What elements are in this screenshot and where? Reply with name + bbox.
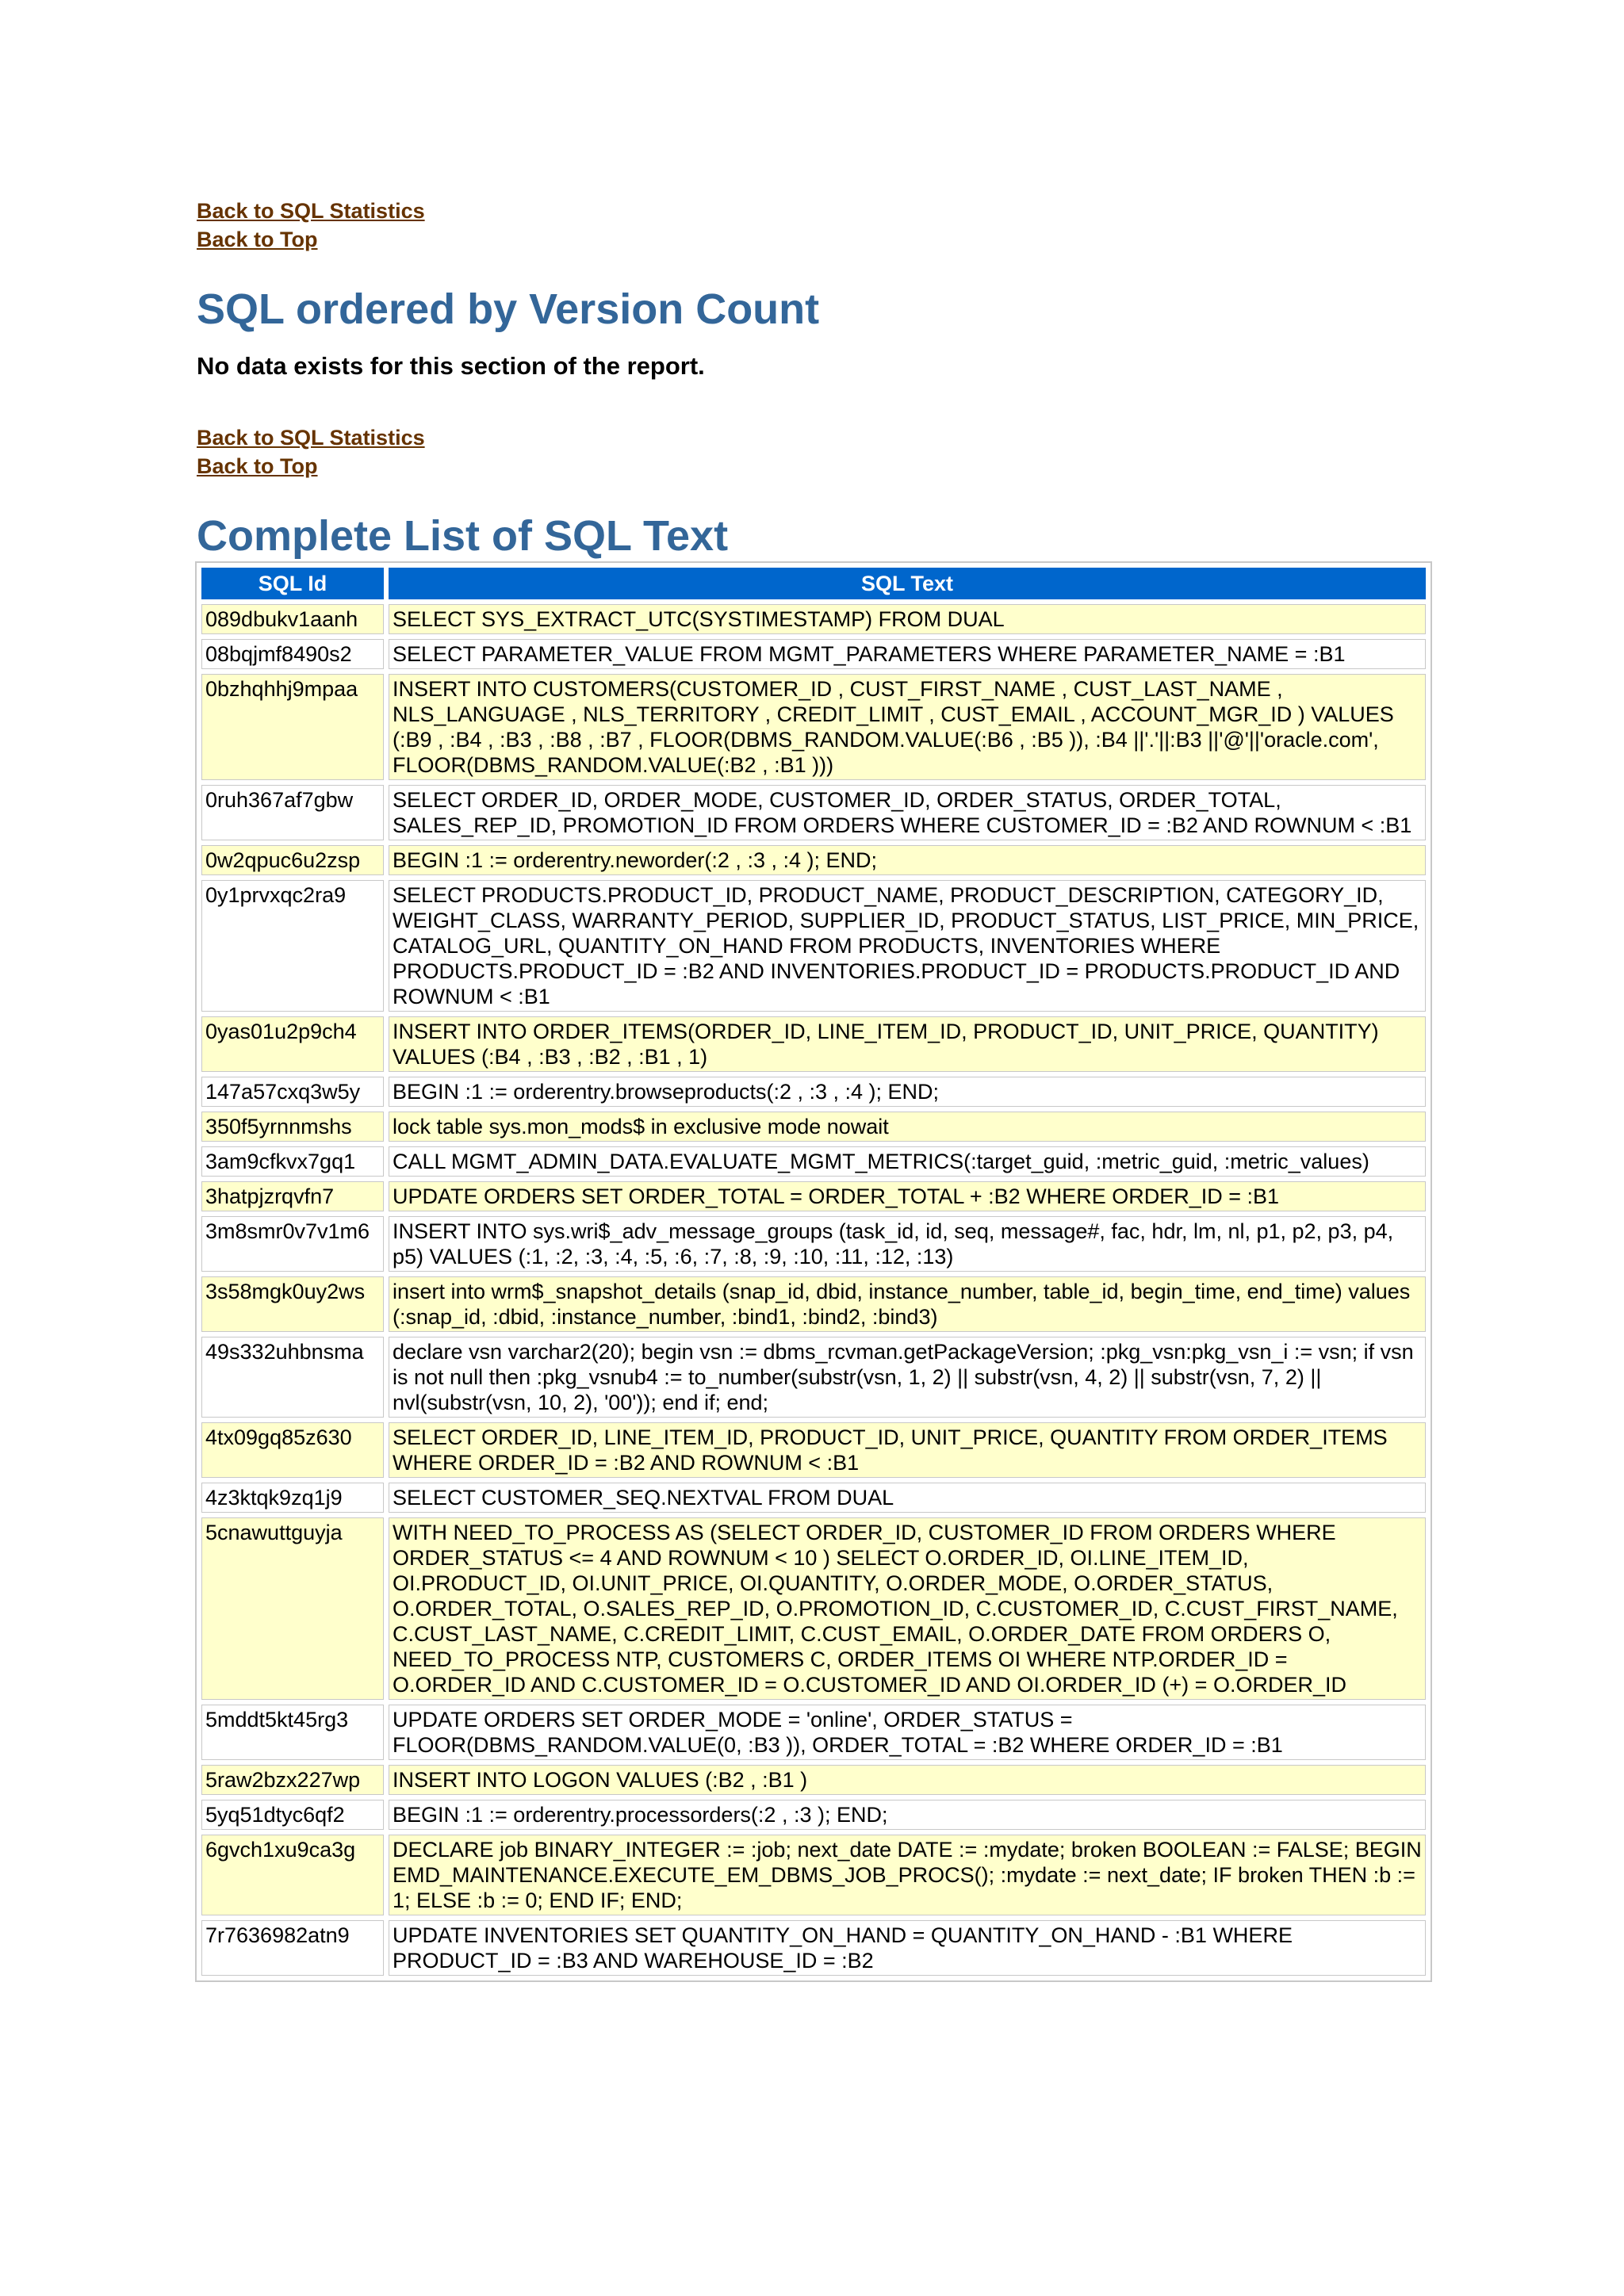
back-to-top-link[interactable]: Back to Top bbox=[197, 454, 318, 478]
sql-text-cell: INSERT INTO LOGON VALUES (:B2 , :B1 ) bbox=[389, 1765, 1426, 1795]
sql-id-cell: 08bqjmf8490s2 bbox=[201, 639, 384, 669]
sql-id-cell: 147a57cxq3w5y bbox=[201, 1077, 384, 1107]
sql-text-cell: declare vsn varchar2(20); begin vsn := dbms_rcvman.getPackageVersion; :pkg_vsn:pkg_vsn_i := vsn; if vsn is not null then :pkg_vsnub4 := to_number(substr(vsn, 1, 2) || substr(vsn, 4, 2) || substr(vsn, 7, 2) || nvl(substr(vsn, 10, 2), '00')); end if; end; bbox=[389, 1337, 1426, 1418]
sql-id-cell: 0y1prvxqc2ra9 bbox=[201, 880, 384, 1012]
sql-id-cell: 4z3ktqk9zq1j9 bbox=[201, 1483, 384, 1513]
back-to-sql-statistics-link[interactable]: Back to SQL Statistics bbox=[197, 426, 425, 450]
table-row bbox=[201, 1216, 1426, 1272]
sql-text-table bbox=[195, 561, 1432, 1982]
sql-id-cell: 3s58mgk0uy2ws bbox=[201, 1276, 384, 1332]
sql-id-cell: 089dbukv1aanh bbox=[201, 604, 384, 634]
sql-id-cell: 3m8smr0v7v1m6 bbox=[201, 1216, 384, 1272]
sql-rows bbox=[201, 604, 1426, 1976]
sql-text-cell: UPDATE ORDERS SET ORDER_TOTAL = ORDER_TOTAL + :B2 WHERE ORDER_ID = :B1 bbox=[389, 1181, 1426, 1211]
table-row bbox=[201, 1181, 1426, 1211]
sql-text-cell: BEGIN :1 := orderentry.neworder(:2 , :3 , :4 ); END; bbox=[389, 845, 1426, 875]
sql-id-cell: 5raw2bzx227wp bbox=[201, 1765, 384, 1795]
table-row bbox=[201, 674, 1426, 780]
table-row bbox=[201, 639, 1426, 669]
sql-text-cell: INSERT INTO CUSTOMERS(CUSTOMER_ID , CUST_FIRST_NAME , CUST_LAST_NAME , NLS_LANGUAGE , NLS_TERRITORY , CREDIT_LIMIT , CUST_EMAIL , ACCOUNT_MGR_ID ) VALUES (:B9 , :B4 , :B3 , :B8 , :B7 , FLOOR(DBMS_RANDOM.VALUE(:B6 , :B5 )), :B4 ||'.'||:B3 ||'@'||'oracle.com', FLOOR(DBMS_RANDOM.VALUE(:B2 , :B1 ))) bbox=[389, 674, 1426, 780]
table-row bbox=[201, 1835, 1426, 1915]
sql-text-cell: DECLARE job BINARY_INTEGER := :job; next_date DATE := :mydate; broken BOOLEAN := FALSE; BEGIN EMD_MAINTENANCE.EXECUTE_EM_DBMS_JOB_PROCS(); :mydate := next_date; IF broken THEN :b := 1; ELSE :b := 0; END IF; END; bbox=[389, 1835, 1426, 1915]
table-row bbox=[201, 1705, 1426, 1760]
sql-text-cell: CALL MGMT_ADMIN_DATA.EVALUATE_MGMT_METRICS(:target_guid, :metric_guid, :metric_values) bbox=[389, 1146, 1426, 1177]
column-header-sql-id: SQL Id bbox=[201, 568, 384, 599]
table-row bbox=[201, 1765, 1426, 1795]
table-row bbox=[201, 1422, 1426, 1478]
mid-nav-links bbox=[197, 423, 1434, 480]
sql-id-cell: 4tx09gq85z630 bbox=[201, 1422, 384, 1478]
sql-id-cell: 0ruh367af7gbw bbox=[201, 785, 384, 840]
table-row bbox=[201, 785, 1426, 840]
table-row bbox=[201, 1517, 1426, 1700]
sql-id-cell: 5cnawuttguyja bbox=[201, 1517, 384, 1700]
sql-id-cell: 3am9cfkvx7gq1 bbox=[201, 1146, 384, 1177]
sql-text-cell: BEGIN :1 := orderentry.processorders(:2 , :3 ); END; bbox=[389, 1800, 1426, 1830]
table-row bbox=[201, 1276, 1426, 1332]
sql-text-cell: SELECT ORDER_ID, ORDER_MODE, CUSTOMER_ID, ORDER_STATUS, ORDER_TOTAL, SALES_REP_ID, PROMOTION_ID FROM ORDERS WHERE CUSTOMER_ID = :B2 AND ROWNUM < :B1 bbox=[389, 785, 1426, 840]
table-header-row bbox=[201, 568, 1426, 599]
complete-list-title: Complete List of SQL Text bbox=[197, 512, 729, 560]
table-row bbox=[201, 1112, 1426, 1142]
sql-text-cell: BEGIN :1 := orderentry.browseproducts(:2 , :3 , :4 ); END; bbox=[389, 1077, 1426, 1107]
column-header-sql-text: SQL Text bbox=[389, 568, 1426, 599]
sql-text-cell: SELECT CUSTOMER_SEQ.NEXTVAL FROM DUAL bbox=[389, 1483, 1426, 1513]
table-row bbox=[201, 1920, 1426, 1976]
sql-text-cell: UPDATE ORDERS SET ORDER_MODE = 'online', ORDER_STATUS = FLOOR(DBMS_RANDOM.VALUE(0, :B3 )), ORDER_TOTAL = :B2 WHERE ORDER_ID = :B1 bbox=[389, 1705, 1426, 1760]
sql-id-cell: 6gvch1xu9ca3g bbox=[201, 1835, 384, 1915]
sql-text-cell: SELECT SYS_EXTRACT_UTC(SYSTIMESTAMP) FROM DUAL bbox=[389, 604, 1426, 634]
top-nav-links bbox=[197, 197, 1434, 254]
sql-id-cell: 49s332uhbnsma bbox=[201, 1337, 384, 1418]
back-to-top-link[interactable]: Back to Top bbox=[197, 228, 318, 251]
no-data-message: No data exists for this section of the report. bbox=[197, 352, 705, 380]
table-row bbox=[201, 1146, 1426, 1177]
sql-id-cell: 0yas01u2p9ch4 bbox=[201, 1016, 384, 1072]
sql-id-cell: 3hatpjzrqvfn7 bbox=[201, 1181, 384, 1211]
table-row bbox=[201, 880, 1426, 1012]
sql-text-cell: SELECT PARAMETER_VALUE FROM MGMT_PARAMETERS WHERE PARAMETER_NAME = :B1 bbox=[389, 639, 1426, 669]
sql-text-cell: WITH NEED_TO_PROCESS AS (SELECT ORDER_ID, CUSTOMER_ID FROM ORDERS WHERE ORDER_STATUS <= 4 AND ROWNUM < 10 ) SELECT O.ORDER_ID, OI.LINE_ITEM_ID, OI.PRODUCT_ID, OI.UNIT_PRICE, OI.QUANTITY, O.ORDER_MODE, O.ORDER_STATUS, O.ORDER_TOTAL, O.SALES_REP_ID, O.PROMOTION_ID, C.CUSTOMER_ID, C.CUST_FIRST_NAME, C.CUST_LAST_NAME, C.CREDIT_LIMIT, C.CUST_EMAIL, O.ORDER_DATE FROM ORDERS O, NEED_TO_PROCESS NTP, CUSTOMERS C, ORDER_ITEMS OI WHERE NTP.ORDER_ID = O.ORDER_ID AND C.CUSTOMER_ID = O.CUSTOMER_ID AND OI.ORDER_ID (+) = O.ORDER_ID bbox=[389, 1517, 1426, 1700]
sql-text-cell: INSERT INTO sys.wri$_adv_message_groups (task_id, id, seq, message#, fac, hdr, lm, nl, p1, p2, p3, p4, p5) VALUES (:1, :2, :3, :4, :5, :6, :7, :8, :9, :10, :11, :12, :13) bbox=[389, 1216, 1426, 1272]
sql-id-cell: 0w2qpuc6u2zsp bbox=[201, 845, 384, 875]
back-to-sql-statistics-link[interactable]: Back to SQL Statistics bbox=[197, 199, 425, 223]
sql-text-cell: INSERT INTO ORDER_ITEMS(ORDER_ID, LINE_ITEM_ID, PRODUCT_ID, UNIT_PRICE, QUANTITY) VALUES (:B4 , :B3 , :B2 , :B1 , 1) bbox=[389, 1016, 1426, 1072]
table-row bbox=[201, 1337, 1426, 1418]
sql-id-cell: 7r7636982atn9 bbox=[201, 1920, 384, 1976]
sql-id-cell: 5mddt5kt45rg3 bbox=[201, 1705, 384, 1760]
table-row bbox=[201, 1016, 1426, 1072]
table-row bbox=[201, 1483, 1426, 1513]
table-row bbox=[201, 1077, 1426, 1107]
sql-text-cell: SELECT ORDER_ID, LINE_ITEM_ID, PRODUCT_ID, UNIT_PRICE, QUANTITY FROM ORDER_ITEMS WHERE ORDER_ID = :B2 AND ROWNUM < :B1 bbox=[389, 1422, 1426, 1478]
table-row bbox=[201, 1800, 1426, 1830]
sql-text-cell: SELECT PRODUCTS.PRODUCT_ID, PRODUCT_NAME, PRODUCT_DESCRIPTION, CATEGORY_ID, WEIGHT_CLASS, WARRANTY_PERIOD, SUPPLIER_ID, PRODUCT_STATUS, LIST_PRICE, MIN_PRICE, CATALOG_URL, QUANTITY_ON_HAND FROM PRODUCTS, INVENTORIES WHERE PRODUCTS.PRODUCT_ID = :B2 AND INVENTORIES.PRODUCT_ID = PRODUCTS.PRODUCT_ID AND ROWNUM < :B1 bbox=[389, 880, 1426, 1012]
sql-text-cell: lock table sys.mon_mods$ in exclusive mode nowait bbox=[389, 1112, 1426, 1142]
sql-id-cell: 5yq51dtyc6qf2 bbox=[201, 1800, 384, 1830]
sql-text-cell: insert into wrm$_snapshot_details (snap_id, dbid, instance_number, table_id, begin_time, end_time) values (:snap_id, :dbid, :instance_number, :bind1, :bind2, :bind3) bbox=[389, 1276, 1426, 1332]
table-row bbox=[201, 604, 1426, 634]
sql-id-cell: 350f5yrnnmshs bbox=[201, 1112, 384, 1142]
report-page bbox=[197, 197, 1434, 1982]
sql-text-cell: UPDATE INVENTORIES SET QUANTITY_ON_HAND = QUANTITY_ON_HAND - :B1 WHERE PRODUCT_ID = :B3 AND WAREHOUSE_ID = :B2 bbox=[389, 1920, 1426, 1976]
sql-id-cell: 0bzhqhhj9mpaa bbox=[201, 674, 384, 780]
version-count-title: SQL ordered by Version Count bbox=[197, 285, 820, 333]
table-row bbox=[201, 845, 1426, 875]
